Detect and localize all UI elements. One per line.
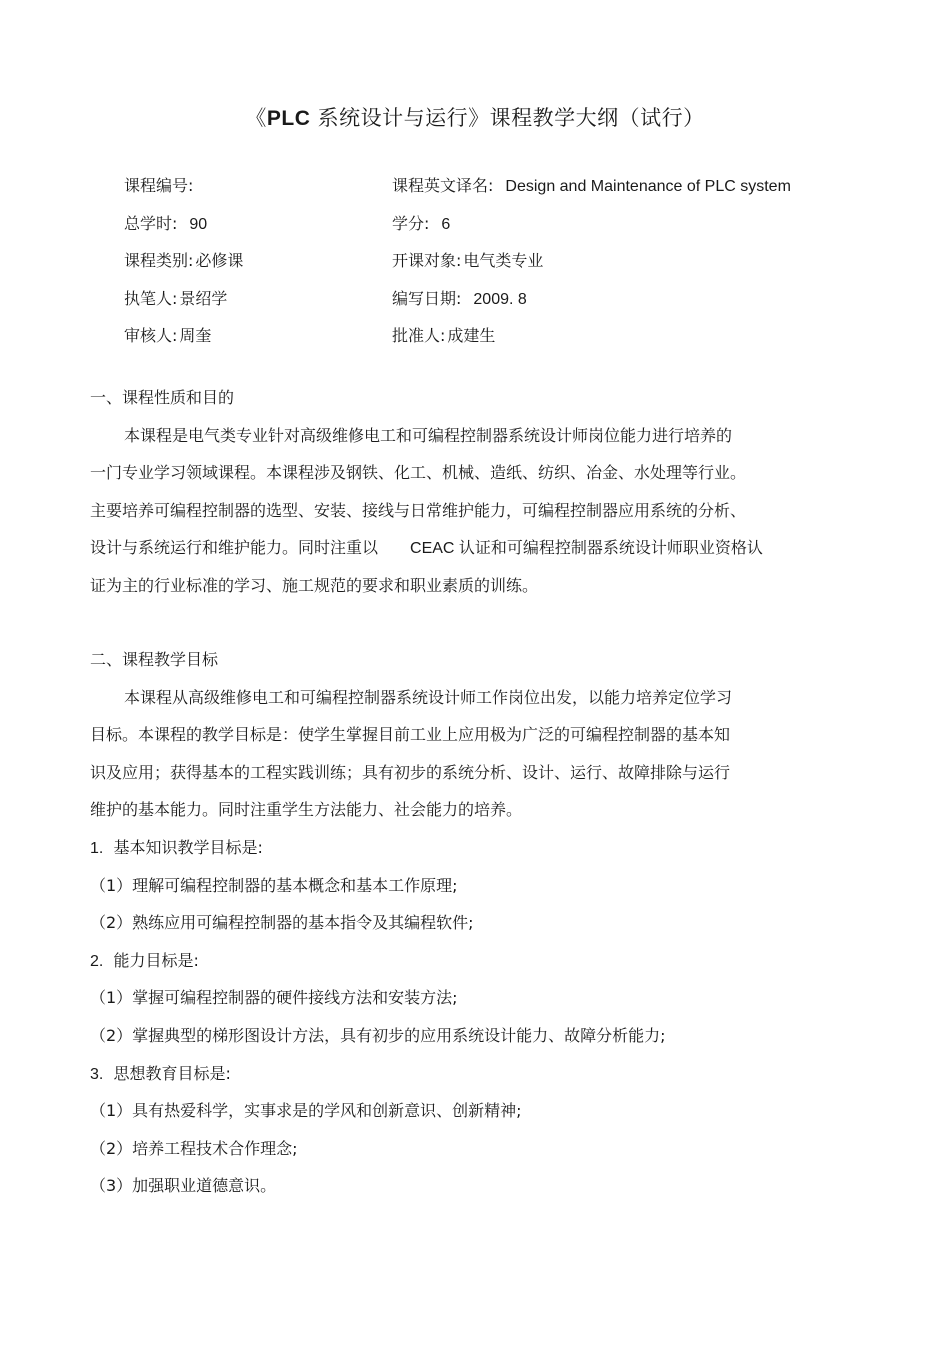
course-info xyxy=(124,174,884,362)
goal-heading xyxy=(90,949,830,987)
goal-heading xyxy=(90,1062,830,1100)
reviewer-label: 审核人: xyxy=(124,326,178,346)
paragraph-line: 本课程是电气类专业针对高级维修电工和可编程控制器系统设计师岗位能力进行培养的 xyxy=(124,425,733,445)
section-teaching-goals xyxy=(90,648,830,1212)
goal-item: （1）理解可编程控制器的基本概念和基本工作原理; xyxy=(90,875,458,895)
goal-item: （1）掌握可编程控制器的硬件接线方法和安装方法; xyxy=(90,988,458,1008)
paragraph-line: 维护的基本能力。同时注重学生方法能力、社会能力的培养。 xyxy=(90,800,523,820)
info-row xyxy=(124,174,884,212)
goal-number: 1. xyxy=(90,839,104,857)
approver-value: 成建生 xyxy=(447,326,496,346)
english-name-label: 课程英文译名: xyxy=(392,176,494,195)
info-row xyxy=(124,212,884,250)
credits-label: 学分: xyxy=(392,213,430,233)
document-title xyxy=(0,102,950,132)
category-label: 课程类别: xyxy=(124,251,194,271)
info-row xyxy=(124,287,884,325)
paragraph-line: 证为主的行业标准的学习、施工规范的要求和职业素质的训练。 xyxy=(90,575,539,595)
goal-number: 2. xyxy=(90,952,104,970)
paragraph-line xyxy=(90,536,830,574)
paragraph-line: 目标。本课程的教学目标是：使学生掌握目前工业上应用极为广泛的可编程控制器的基本知 xyxy=(90,725,731,745)
date-value: 2009. 8 xyxy=(473,290,527,308)
goal-title: 思想教育目标是: xyxy=(113,1063,231,1083)
section-heading: 一、课程性质和目的 xyxy=(90,388,235,407)
reviewer-value: 周奎 xyxy=(179,326,212,346)
author-label: 执笔人: xyxy=(124,288,178,308)
author-value: 景绍学 xyxy=(179,288,228,308)
paragraph-line: 识及应用；获得基本的工程实践训练；具有初步的系统分析、设计、运行、故障排除与运行 xyxy=(90,762,731,782)
goal-heading xyxy=(90,836,830,874)
goal-title: 基本知识教学目标是: xyxy=(113,837,263,857)
goal-number: 3. xyxy=(90,1065,104,1083)
title-latin: PLC xyxy=(266,107,311,130)
credits-value: 6 xyxy=(441,215,451,233)
date-label: 编写日期: xyxy=(392,288,462,308)
info-row xyxy=(124,249,884,287)
course-code-label: 课程编号: xyxy=(124,176,194,195)
info-row xyxy=(124,324,884,362)
total-hours-label: 总学时: xyxy=(124,213,178,233)
audience-value: 电气类专业 xyxy=(463,251,544,271)
goal-item: （2）培养工程技术合作理念; xyxy=(90,1138,298,1158)
approver-label: 批准人: xyxy=(392,326,446,346)
paragraph-line: 主要培养可编程控制器的选型、安装、接线与日常维护能力，可编程控制器应用系统的分析、 xyxy=(90,500,747,520)
goal-item: （1）具有热爱科学，实事求是的学风和创新意识、创新精神; xyxy=(90,1101,522,1121)
paragraph-fragment: 设计与系统运行和维护能力。同时注重以 xyxy=(90,538,379,558)
goal-item: （2）熟练应用可编程控制器的基本指令及其编程软件; xyxy=(90,913,474,933)
total-hours-value: 90 xyxy=(189,215,208,233)
title-open-bracket: 《 xyxy=(245,106,267,130)
goal-item: （3）加强职业道德意识。 xyxy=(90,1176,277,1196)
title-rest: 系统设计与运行》课程教学大纲（试行） xyxy=(310,106,705,130)
paragraph-line: 本课程从高级维修电工和可编程控制器系统设计师工作岗位出发，以能力培养定位学习 xyxy=(124,687,733,707)
section-heading: 二、课程教学目标 xyxy=(90,650,219,669)
english-name-value: Design and Maintenance of PLC system xyxy=(505,178,791,195)
paragraph-fragment: CEAC 认证和可编程控制器系统设计师职业资格认 xyxy=(410,540,763,558)
category-value: 必修课 xyxy=(195,251,244,271)
goal-item: （2）掌握典型的梯形图设计方法，具有初步的应用系统设计能力、故障分析能力; xyxy=(90,1025,666,1045)
paragraph-line: 一门专业学习领域课程。本课程涉及钢铁、化工、机械、造纸、纺织、冶金、水处理等行业。 xyxy=(90,463,747,483)
goal-title: 能力目标是: xyxy=(113,950,199,970)
audience-label: 开课对象: xyxy=(392,251,462,271)
section-nature-purpose xyxy=(90,386,830,612)
